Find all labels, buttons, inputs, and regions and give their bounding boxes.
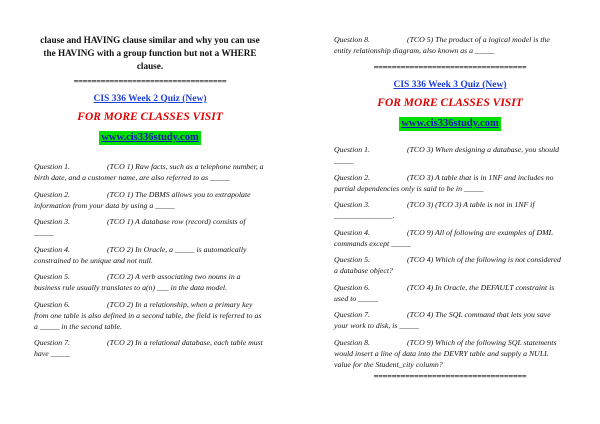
separator: ================================== [373,62,527,72]
promo-text: FOR MORE CLASSES VISIT [77,111,223,123]
question-item: Question 7. (TCO 2) In a relational database, each table must have _____ [34,338,263,358]
question-item: Question 3. (TCO 1) A database row (record) consists of _____ [34,217,246,237]
question-item: Question 2. (TCO 3) A table that is in 1NF and includes no partial dependencies only is said to be in _____ [334,172,554,193]
right-column [334,34,566,382]
left-column [34,34,266,359]
separator: ================================== [373,370,527,381]
question-item: Question 1. (TCO 3) When designing a database, you should _____ [334,145,560,165]
question-item: Question 5. (TCO 2) A verb associating two nouns in a business rule usually translates to a(n) ___ in the data model. [34,272,241,292]
question-item: Question 4. (TCO 2) In Oracle, a _____ is automatically constrained to be unique and not null. [34,244,247,265]
question-item: Question 6. (TCO 4) In Oracle, the DEFAULT constraint is used to _____ [334,282,555,303]
week3-quiz-link[interactable]: CIS 336 Week 3 Quiz (New) [393,80,507,90]
site-link[interactable]: www.cis336study.com [401,118,499,129]
question-item: Question 1. (TCO 1) Raw facts, such as a telephone number, a birth date, and a customer name, are also referred to as _____ [34,162,264,182]
question-item: Question 3. (TCO 3) (TCO 3) A table is not in 1NF if _______________. [334,200,535,220]
week2-quiz-link[interactable]: CIS 336 Week 2 Quiz (New) [93,94,207,104]
question-item: Question 8. (TCO 5) The product of a logical model is the entity relationship diagram, also known as a _____ [334,35,550,55]
separator: ================================== [73,76,227,86]
question-item: Question 5. (TCO 4) Which of the following is not considered a database object? [334,255,561,275]
intro-text: clause and HAVING clause similar and why you can use the HAVING with a group function but not a WHERE clause. [40,35,260,71]
site-link[interactable]: www.cis336study.com [101,132,199,143]
question-item: Question 4. (TCO 9) All of following are examples of DML commands except _____ [334,227,553,248]
question-item: Question 2. (TCO 1) The DBMS allows you to extrapolate information from your data by using a _____ [34,189,251,210]
promo-text: FOR MORE CLASSES VISIT [377,97,523,109]
question-item: Question 8. (TCO 9) Which of the following SQL statements would insert a line of data into the DEVRY table and supply a NULL value for the Student_city column? [334,337,557,369]
question-list [34,161,266,359]
question-item: Question 6. (TCO 2) In a relationship, when a primary key from one table is also defined in a second table, the field is referred to as a _____ in the second table. [34,299,262,331]
question-item: Question 7. (TCO 4) The SQL command that lets you save your work to disk, is _____ [334,310,551,330]
question-list [334,144,566,370]
